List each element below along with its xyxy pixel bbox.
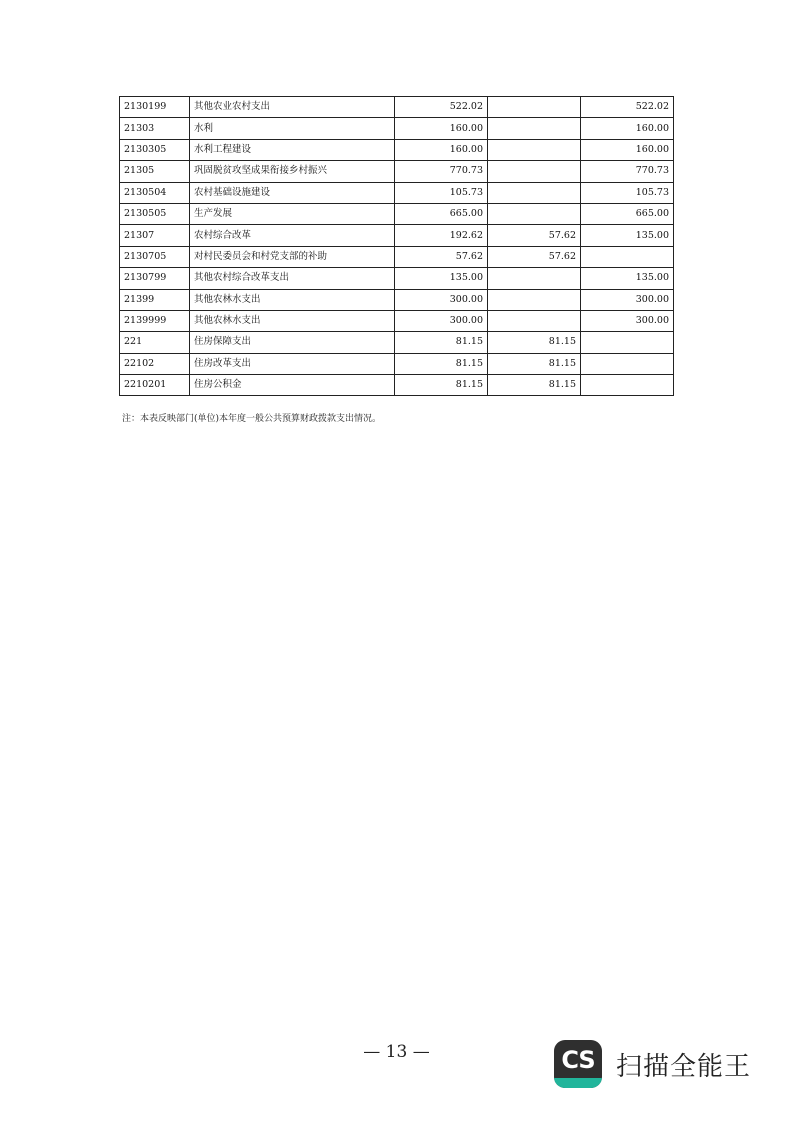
cell-project [581, 353, 674, 374]
table-row [120, 246, 674, 267]
page-number: — 13 — [363, 1042, 430, 1062]
camscanner-logo-icon [554, 1040, 602, 1088]
cell-basic [488, 182, 581, 203]
cell-total: 770.73 [395, 161, 488, 182]
cell-code: 21303 [120, 118, 190, 139]
cell-name: 水利 [190, 118, 395, 139]
cell-basic: 81.15 [488, 353, 581, 374]
cell-code: 2130505 [120, 203, 190, 224]
table-row [120, 139, 674, 160]
cell-total: 57.62 [395, 246, 488, 267]
table-row [120, 353, 674, 374]
cell-total: 160.00 [395, 118, 488, 139]
table-row [120, 97, 674, 118]
cell-name: 农村基础设施建设 [190, 182, 395, 203]
cell-code: 2130799 [120, 268, 190, 289]
cell-project: 300.00 [581, 289, 674, 310]
camscanner-watermark [554, 1040, 751, 1088]
cell-name: 住房改革支出 [190, 353, 395, 374]
cell-code: 2130705 [120, 246, 190, 267]
cell-project: 770.73 [581, 161, 674, 182]
cell-basic [488, 97, 581, 118]
cell-project: 160.00 [581, 139, 674, 160]
cell-basic [488, 139, 581, 160]
cell-total: 81.15 [395, 332, 488, 353]
cell-name: 其他农林水支出 [190, 289, 395, 310]
cell-basic [488, 118, 581, 139]
cell-total: 105.73 [395, 182, 488, 203]
cell-project: 135.00 [581, 225, 674, 246]
table-row [120, 310, 674, 331]
cell-basic [488, 310, 581, 331]
cell-code: 221 [120, 332, 190, 353]
table-row [120, 182, 674, 203]
cell-name: 住房保障支出 [190, 332, 395, 353]
cell-project [581, 375, 674, 396]
cell-total: 81.15 [395, 353, 488, 374]
cell-basic [488, 268, 581, 289]
cell-project: 665.00 [581, 203, 674, 224]
cell-basic: 81.15 [488, 375, 581, 396]
cell-code: 21305 [120, 161, 190, 182]
cell-code: 21307 [120, 225, 190, 246]
cell-name: 生产发展 [190, 203, 395, 224]
cell-total: 300.00 [395, 289, 488, 310]
cell-code: 2130199 [120, 97, 190, 118]
cell-total: 665.00 [395, 203, 488, 224]
table-row [120, 375, 674, 396]
cell-total: 81.15 [395, 375, 488, 396]
table-row [120, 332, 674, 353]
cell-name: 农村综合改革 [190, 225, 395, 246]
logo-text: CS [561, 1046, 595, 1074]
cell-total: 522.02 [395, 97, 488, 118]
app-name: 扫描全能王 [616, 1051, 752, 1082]
cell-code: 21399 [120, 289, 190, 310]
cell-code: 2130305 [120, 139, 190, 160]
cell-basic: 57.62 [488, 246, 581, 267]
cell-code: 2210201 [120, 375, 190, 396]
cell-basic: 81.15 [488, 332, 581, 353]
cell-total: 160.00 [395, 139, 488, 160]
cell-basic [488, 161, 581, 182]
cell-total: 300.00 [395, 310, 488, 331]
budget-table-body [120, 97, 674, 396]
cell-name: 其他农业农村支出 [190, 97, 395, 118]
cell-project: 522.02 [581, 97, 674, 118]
cell-basic [488, 203, 581, 224]
cell-name: 巩固脱贫攻坚成果衔接乡村振兴 [190, 161, 395, 182]
table-row [120, 118, 674, 139]
cell-project: 105.73 [581, 182, 674, 203]
cell-name: 其他农村综合改革支出 [190, 268, 395, 289]
cell-total: 135.00 [395, 268, 488, 289]
table-note: 注：本表反映部门(单位)本年度一般公共预算财政拨款支出情况。 [122, 414, 382, 424]
table-row [120, 268, 674, 289]
table-row [120, 225, 674, 246]
cell-project: 160.00 [581, 118, 674, 139]
table-row [120, 289, 674, 310]
cell-project [581, 246, 674, 267]
cell-code: 22102 [120, 353, 190, 374]
cell-basic: 57.62 [488, 225, 581, 246]
table-row [120, 203, 674, 224]
cell-name: 住房公积金 [190, 375, 395, 396]
cell-project: 135.00 [581, 268, 674, 289]
table-row [120, 161, 674, 182]
cell-name: 对村民委员会和村党支部的补助 [190, 246, 395, 267]
cell-code: 2139999 [120, 310, 190, 331]
cell-basic [488, 289, 581, 310]
cell-total: 192.62 [395, 225, 488, 246]
cell-code: 2130504 [120, 182, 190, 203]
cell-project: 300.00 [581, 310, 674, 331]
cell-name: 其他农林水支出 [190, 310, 395, 331]
cell-name: 水利工程建设 [190, 139, 395, 160]
logo-accent-bar [554, 1078, 602, 1088]
budget-table [119, 96, 674, 396]
cell-project [581, 332, 674, 353]
